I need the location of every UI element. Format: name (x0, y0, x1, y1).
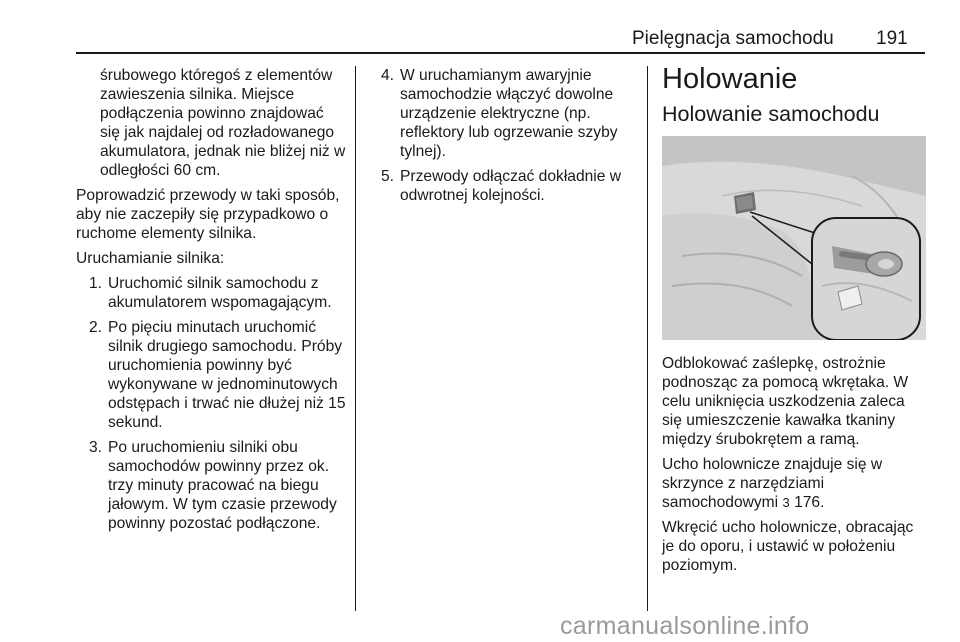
section-heading: Holowanie (662, 63, 798, 95)
watermark: carmanualsonline.info (560, 612, 810, 640)
list-text: Uruchomić silnik samochodu z akumulatorem wspomagającym. (108, 275, 332, 311)
paragraph: Wkręcić ucho holownicze, obracając je do oporu, i ustawić w położeniu poziomym. (662, 519, 914, 574)
list-item (76, 438, 346, 533)
subsection-heading: Holowanie samochodu (662, 102, 880, 126)
list-text: W uruchamianym awaryjnie samochodzie włączyć dowolne urządzenie elektryczne (np. reflektory lub ogrzewanie szyby tylnej). (400, 67, 618, 160)
tow-eye-illustration (662, 136, 926, 340)
paragraph: Uruchamianie silnika: (76, 250, 225, 267)
list-number: 5. (380, 168, 394, 185)
paragraph: Odblokować zaślepkę, ostrożnie podnosząc za pomocą wkrętaka. W celu uniknięcia uszkodzenia zaleca się umieszczenie kawałka tkaniny między śrubokrętem a ramą. (662, 355, 909, 448)
column-divider (355, 66, 356, 611)
paragraph: Poprowadzić przewody w taki sposób, aby nie zaczepiły się przypadkowo o ruchome elementy silnika. (76, 187, 340, 242)
list-item (76, 318, 346, 432)
column-1 (76, 66, 346, 539)
page-number: 191 (876, 28, 908, 49)
list-item (372, 167, 634, 205)
page-reference[interactable]: 176. (794, 494, 825, 511)
header-rule (76, 52, 925, 54)
column-divider (647, 66, 648, 611)
list-item (372, 66, 634, 161)
list-number: 3. (88, 439, 102, 456)
list-item (76, 274, 346, 312)
list-number: 4. (380, 67, 394, 84)
list-text: Po pięciu minutach uruchomić silnik drugiego samochodu. Próby uruchomienia powinny być wykonywane w jednominutowych odstępach i trwać nie dłużej niż 15 sekund. (108, 319, 346, 431)
page-reference-arrow-icon: 3 (782, 495, 790, 510)
section-title: Pielęgnacja samochodu (632, 28, 834, 49)
list-number: 2. (88, 319, 102, 336)
paragraph (662, 455, 926, 512)
continuation-text: śrubowego któregoś z elementów zawieszenia silnika. Miejsce podłączenia powinno znajdować się jak najdalej od rozładowanego akumulatora, jednak nie bliżej niż w odległości 60 cm. (100, 67, 346, 179)
list-text: Po uruchomieniu silniki obu samochodów powinny przez ok. trzy minuty pracować na biegu jałowym. W tym czasie przewody powinny pozostać podłączone. (108, 439, 337, 532)
list-number: 1. (88, 275, 102, 292)
column-3 (662, 64, 926, 581)
list-text: Przewody odłączać dokładnie w odwrotnej kolejności. (400, 168, 622, 204)
paragraph-text: Ucho holownicze znajduje się w skrzynce z narzędziami samochodowymi (662, 456, 883, 511)
column-2 (372, 66, 634, 211)
